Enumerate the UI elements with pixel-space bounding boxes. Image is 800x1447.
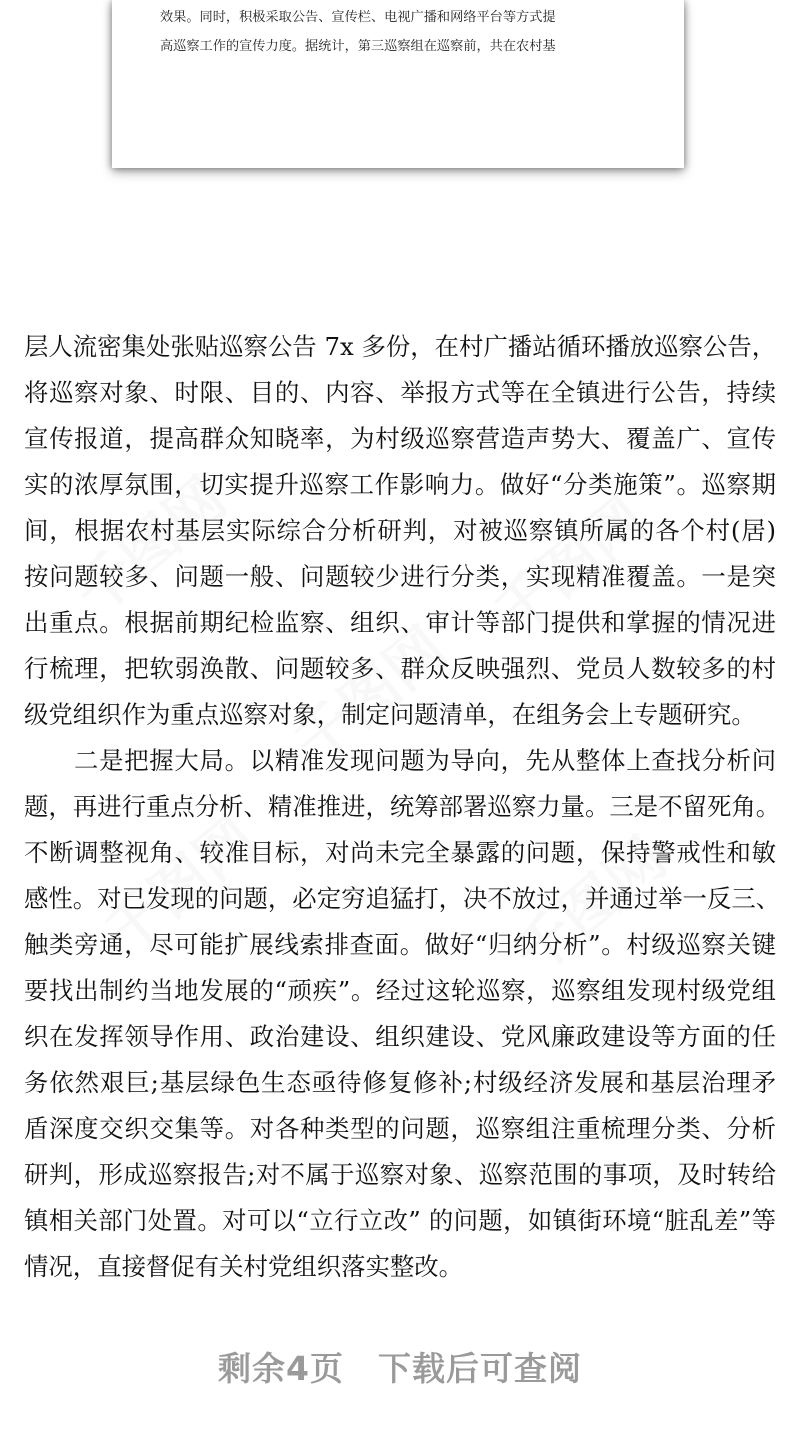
body-line: 将巡察对象、时限、目的、内容、举报方式等在全镇进行公告，持续 — [24, 378, 776, 407]
body-line: 织在发挥领导作用、政治建设、组织建设、党风廉政建设等方面的任 — [24, 1022, 776, 1051]
body-line: 不断调整视角、较准目标，对尚未完全暴露的问题，保持警戒性和敏 — [24, 838, 776, 867]
body-line: 触类旁通，尽可能扩展线索排查面。做好“归纳分析”。村级巡察关键 — [24, 930, 776, 959]
body-line: 级党组织作为重点巡察对象，制定问题清单，在组务会上专题研究。 — [24, 700, 756, 729]
watermark-graphic: 千图网 — [281, 613, 459, 778]
body-line: 出重点。根据前期纪检监察、组织、审计等部门提供和掌握的情况进 — [24, 608, 776, 637]
watermark-graphic: 千图网 — [91, 803, 269, 968]
watermark-graphic: 千图网 — [61, 463, 239, 628]
body-line: 行梳理，把软弱涣散、问题较多、群众反映强烈、党员人数较多的村 — [24, 654, 776, 683]
body-line: 间，根据农村基层实际综合分析研判，对被巡察镇所属的各个村(居) — [24, 516, 776, 545]
body-line: 宣传报道，提高群众知晓率，为村级巡察营造声势大、覆盖广、宣传 — [24, 424, 776, 453]
body-line: 要找出制约当地发展的“顽疾”。经过这轮巡察，巡察组发现村级党组 — [24, 976, 776, 1005]
previous-page-preview — [112, 0, 684, 168]
download-prompt[interactable] — [0, 1345, 800, 1393]
body-line: 盾深度交织交集等。对各种类型的问题，巡察组注重梳理分类、分析 — [24, 1114, 776, 1143]
preview-line: 高巡察工作的宣传力度。据统计，第三巡察组在巡察前，共在农村基 — [160, 39, 556, 54]
body-line: 感性。对已发现的问题，必定穷追猛打，决不放过，并通过举一反三、 — [24, 884, 781, 913]
body-line: 按问题较多、问题一般、问题较少进行分类，实现精准覆盖。一是突 — [24, 562, 776, 591]
body-line: 层人流密集处张贴巡察公告 7x 多份，在村广播站循环播放巡察公告， — [24, 332, 777, 361]
body-line: 务依然艰巨;基层绿色生态亟待修复修补;村级经济发展和基层治理矛 — [24, 1068, 776, 1097]
preview-line: 效果。同时，积极采取公告、宣传栏、电视广播和网络平台等方式提 — [160, 10, 556, 25]
body-line: 实的浓厚氛围，切实提升巡察工作影响力。做好“分类施策”。巡察期 — [24, 470, 776, 499]
body-line: 题，再进行重点分析、精准推进，统筹部署巡察力量。三是不留死角。 — [24, 792, 781, 821]
body-line: 情况，直接督促有关村党组织落实整改。 — [24, 1252, 464, 1281]
body-line: 二是把握大局。以精准发现问题为导向，先从整体上查找分析问 — [74, 746, 776, 775]
body-line: 镇相关部门处置。对可以“立行立改” 的问题，如镇街环境“脏乱差”等 — [24, 1206, 776, 1235]
watermark-graphic: 千图网 — [481, 483, 659, 648]
download-action-label: 下载后可查阅 — [377, 1349, 582, 1388]
watermark-graphic: 千图网 — [501, 823, 679, 988]
body-line: 研判，形成巡察报告;对不属于巡察对象、巡察范围的事项，及时转给 — [24, 1160, 776, 1189]
remaining-pages-label: 剩余4页 — [218, 1349, 344, 1388]
